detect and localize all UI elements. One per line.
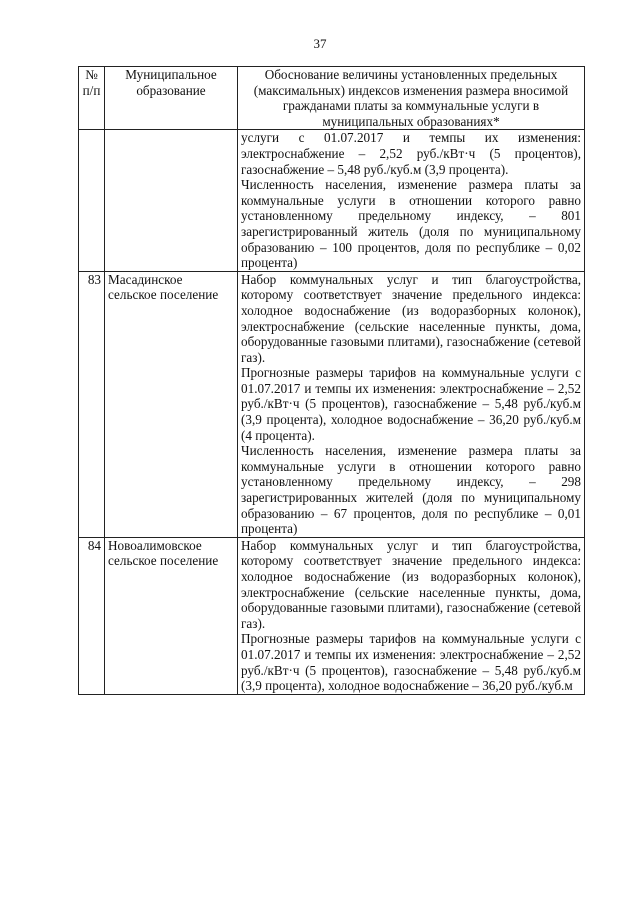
row-justification: [238, 130, 585, 271]
row-number: [79, 130, 105, 271]
justification-paragraph: Набор коммунальных услуг и тип благоустройства, которому соответствует значение предельного индекса: холодное водоснабжение (из водоразборных колонок), электроснабжение (сельские населенные пункты, дома, оборудованные газовыми плитами), газоснабжение (сетевой газ).: [241, 537, 581, 631]
row-justification: [238, 271, 585, 537]
row-justification: [238, 537, 585, 694]
page-number: 37: [313, 36, 327, 51]
tariff-table: [78, 66, 585, 695]
header-num: № п/п: [79, 67, 105, 130]
row-number: 84: [79, 537, 105, 694]
justification-paragraph: Прогнозные размеры тарифов на коммунальные услуги с 01.07.2017 и темпы их изменения: электроснабжение – 2,52 руб./кВт·ч (5 процентов), газоснабжение – 5,48 руб./куб.м (3,9 процента), холодное водоснабжение – 36,20 руб./куб.м: [241, 631, 581, 694]
row-number: 83: [79, 271, 105, 537]
justification-paragraph: Численность населения, изменение размера платы за коммунальные услуги в отношении которого равно установленному предельному индексу, – 801 зарегистрированный житель (доля по муниципальному образованию – 100 процентов, доля по республике – 0,02 процента): [241, 177, 581, 271]
justification-paragraph: Численность населения, изменение размера платы за коммунальные услуги в отношении которого равно установленному предельному индексу, – 298 зарегистрированных жителей (доля по муниципальному образованию – 67 процентов, доля по республике – 0,01 процента): [241, 443, 581, 537]
row-municipality: Масадинское сельское поселение: [105, 271, 238, 537]
header-municipality: Муниципальное образование: [105, 67, 238, 130]
justification-paragraph: услуги с 01.07.2017 и темпы их изменения: электроснабжение – 2,52 руб./кВт·ч (5 процентов), газоснабжение – 5,48 руб./куб.м (3,9 процента).: [241, 130, 581, 177]
table-row: [79, 537, 585, 694]
justification-paragraph: Прогнозные размеры тарифов на коммунальные услуги с 01.07.2017 и темпы их изменения: электроснабжение – 2,52 руб./кВт·ч (5 процентов), газоснабжение – 5,48 руб./куб.м (3,9 процента), холодное водоснабжение – 36,20 руб./куб.м (4 процента).: [241, 365, 581, 443]
table-header-row: [79, 67, 585, 130]
justification-paragraph: Набор коммунальных услуг и тип благоустройства, которому соответствует значение предельного индекса: холодное водоснабжение (из водоразборных колонок), электроснабжение (сельские населенные пункты, дома, оборудованные газовыми плитами), газоснабжение (сетевой газ).: [241, 271, 581, 365]
row-municipality: [105, 130, 238, 271]
header-justification: Обоснование величины установленных предельных (максимальных) индексов изменения размера вносимой гражданами платы за коммунальные услуги в муниципальных образованиях*: [238, 67, 585, 130]
table-row: [79, 130, 585, 271]
row-municipality: Новоалимовское сельское поселение: [105, 537, 238, 694]
table-row: [79, 271, 585, 537]
